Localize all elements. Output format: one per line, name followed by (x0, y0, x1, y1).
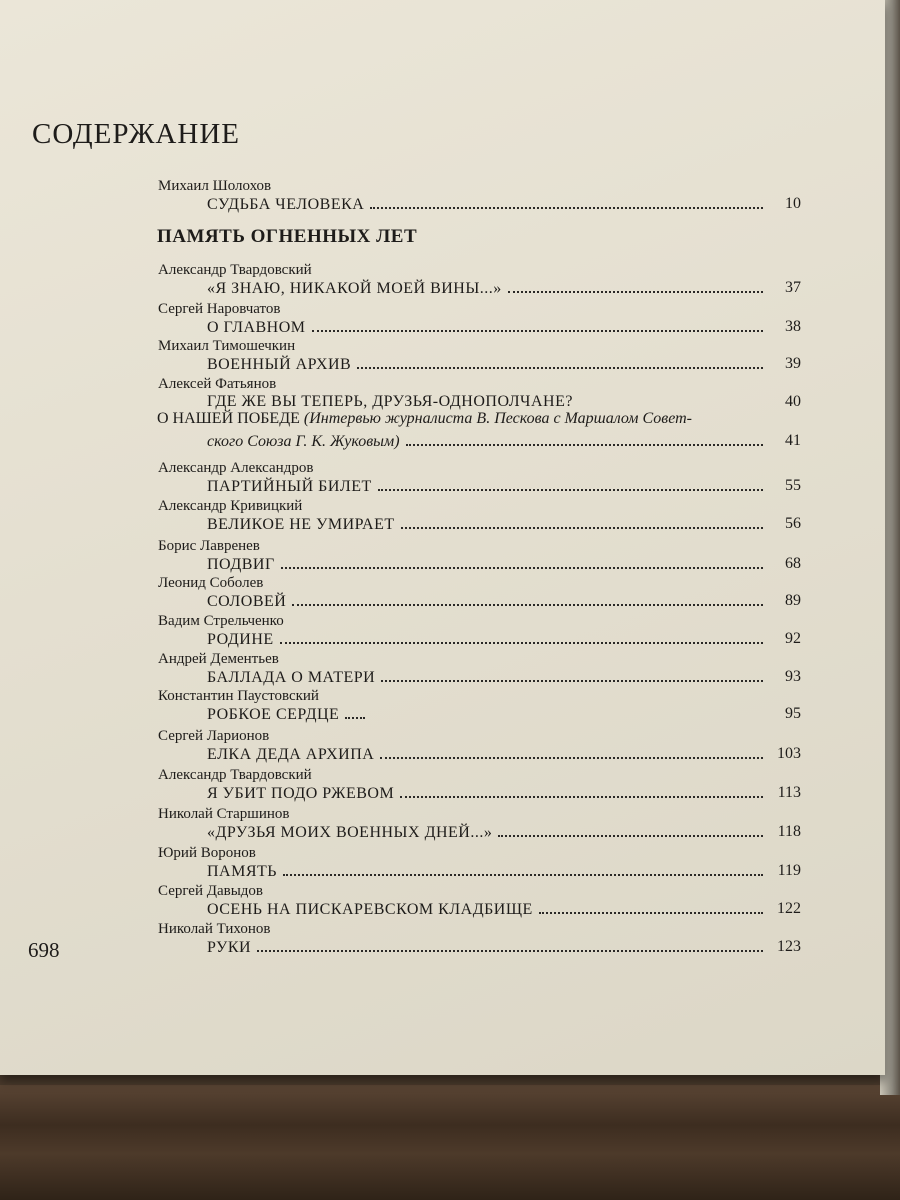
entry-title-line (207, 862, 767, 884)
entry-title-line (207, 823, 767, 845)
entry-title: «ДРУЗЬЯ МОИХ ВОЕННЫХ ДНЕЙ...» (207, 824, 493, 841)
entry-title: ПОДВИГ (207, 556, 275, 573)
entry-author: Михаил Шолохов (158, 178, 272, 194)
entry-page-number: 118 (777, 823, 801, 840)
entry-author: Сергей Наровчатов (158, 301, 281, 317)
toc-entry (0, 806, 885, 850)
dot-leader (292, 592, 763, 606)
dot-leader (312, 318, 763, 332)
toc-entry-interview (0, 410, 885, 455)
entry-title: ГДЕ ЖЕ ВЫ ТЕПЕРЬ, ДРУЗЬЯ-ОДНОПОЛЧАНЕ? (207, 393, 573, 410)
entry-title-line (207, 477, 767, 499)
toc-entry (0, 688, 885, 732)
entry-title-line (207, 355, 767, 377)
dot-leader (380, 745, 763, 759)
entry-title: ВЕЛИКОЕ НЕ УМИРАЕТ (207, 516, 395, 533)
entry-title-line (207, 555, 767, 577)
entry-author: Николай Старшинов (158, 806, 290, 822)
entry-page-number: 93 (785, 668, 801, 685)
dot-leader (283, 862, 763, 876)
interview-continuation-line (207, 432, 767, 451)
entry-title: «Я ЗНАЮ, НИКАКОЙ МОЕЙ ВИНЫ...» (207, 280, 502, 297)
dot-leader (401, 515, 763, 529)
entry-page-number: 103 (777, 745, 801, 762)
entry-title: СОЛОВЕЙ (207, 593, 287, 610)
entry-author: Юрий Воронов (158, 845, 256, 861)
contents-heading: СОДЕРЖАНИЕ (32, 118, 240, 150)
entry-page-number: 56 (785, 515, 801, 532)
entry-title: РОДИНЕ (207, 631, 274, 648)
entry-author: Константин Паустовский (158, 688, 319, 704)
toc-entry (0, 178, 885, 222)
dot-leader (498, 823, 763, 837)
entry-title: ОСЕНЬ НА ПИСКАРЕВСКОМ КЛАДБИЩЕ (207, 901, 533, 918)
entry-title: ВОЕННЫЙ АРХИВ (207, 356, 352, 373)
entry-title: РОБКОЕ СЕРДЦЕ (207, 706, 340, 723)
dot-leader (370, 195, 763, 209)
interview-title-line (157, 410, 692, 428)
entry-title-line (207, 318, 767, 340)
interview-note-line1: (Интервью журналиста В. Пескова с Маршалом Совет- (303, 410, 692, 427)
entry-author: Алексей Фатьянов (158, 376, 277, 392)
entry-page-number: 68 (785, 555, 801, 572)
entry-title: РУКИ (207, 939, 252, 956)
entry-author: Андрей Дементьев (158, 651, 279, 667)
entry-page-number: 37 (785, 279, 801, 296)
toc-entry (0, 498, 885, 542)
entry-author: Сергей Ларионов (158, 728, 270, 744)
entry-author: Леонид Соболев (158, 575, 264, 591)
entry-page-number: 113 (777, 784, 801, 801)
dot-leader (508, 279, 763, 293)
entry-title-line (207, 630, 767, 652)
entry-author: Сергей Давыдов (158, 883, 263, 899)
interview-title: О НАШЕЙ ПОБЕДЕ (157, 410, 300, 427)
wooden-table-surface (0, 1085, 900, 1200)
entry-title-line (207, 195, 767, 217)
entry-title-line (207, 900, 767, 922)
section-title: ПАМЯТЬ ОГНЕННЫХ ЛЕТ (157, 226, 418, 247)
entry-title: О ГЛАВНОМ (207, 319, 306, 336)
dot-leader (281, 555, 763, 569)
entry-title: ПАРТИЙНЫЙ БИЛЕТ (207, 478, 372, 495)
entry-page-number: 89 (785, 592, 801, 609)
entry-author: Александр Твардовский (158, 767, 312, 783)
entry-author: Борис Лавренев (158, 538, 260, 554)
entry-title-line (207, 279, 767, 301)
entry-title: Я УБИТ ПОДО РЖЕВОМ (207, 785, 395, 802)
entry-page-number: 92 (785, 630, 801, 647)
entry-page-number: 123 (777, 938, 801, 955)
entry-title: БАЛЛАДА О МАТЕРИ (207, 669, 376, 686)
dot-leader (406, 432, 763, 446)
dot-leader (400, 784, 763, 798)
entry-page-number: 39 (785, 355, 801, 372)
entry-page-number: 119 (777, 862, 801, 879)
entry-title: СУДЬБА ЧЕЛОВЕКА (207, 196, 365, 213)
dot-leader (378, 477, 763, 491)
dot-leader (345, 705, 365, 719)
entry-title-line (207, 784, 767, 806)
dot-leader (280, 630, 763, 644)
entry-author: Вадим Стрельченко (158, 613, 284, 629)
entry-author: Александр Александров (158, 460, 314, 476)
toc-entry (0, 767, 885, 811)
dot-leader (357, 355, 763, 369)
entry-page-number: 41 (785, 432, 801, 449)
entry-author: Михаил Тимошечкин (158, 338, 296, 354)
entry-title-line (207, 745, 767, 767)
entry-author: Александр Кривицкий (158, 498, 303, 514)
entry-page-number: 38 (785, 318, 801, 335)
entry-page-number: 95 (785, 705, 801, 722)
toc-entry (0, 262, 885, 306)
dot-leader (257, 938, 763, 952)
interview-note-line2: ского Союза Г. К. Жуковым) (207, 433, 400, 450)
entry-author: Николай Тихонов (158, 921, 271, 937)
entry-title: ПАМЯТЬ (207, 863, 277, 880)
dot-leader (381, 668, 763, 682)
entry-title-line (207, 705, 767, 727)
entry-title-line (207, 592, 767, 614)
entry-page-number: 10 (785, 195, 801, 212)
toc-entry (0, 728, 885, 772)
dot-leader (539, 900, 763, 914)
entry-title-line (207, 668, 767, 690)
entry-title-line (207, 515, 767, 537)
entry-title: ЕЛКА ДЕДА АРХИПА (207, 746, 375, 763)
entry-page-number: 122 (777, 900, 801, 917)
entry-author: Александр Твардовский (158, 262, 312, 278)
entry-title-line (207, 938, 767, 960)
page-number-folio: 698 (28, 938, 60, 962)
entry-page-number: 55 (785, 477, 801, 494)
entry-page-number: 40 (785, 393, 801, 410)
toc-entry (0, 921, 885, 965)
